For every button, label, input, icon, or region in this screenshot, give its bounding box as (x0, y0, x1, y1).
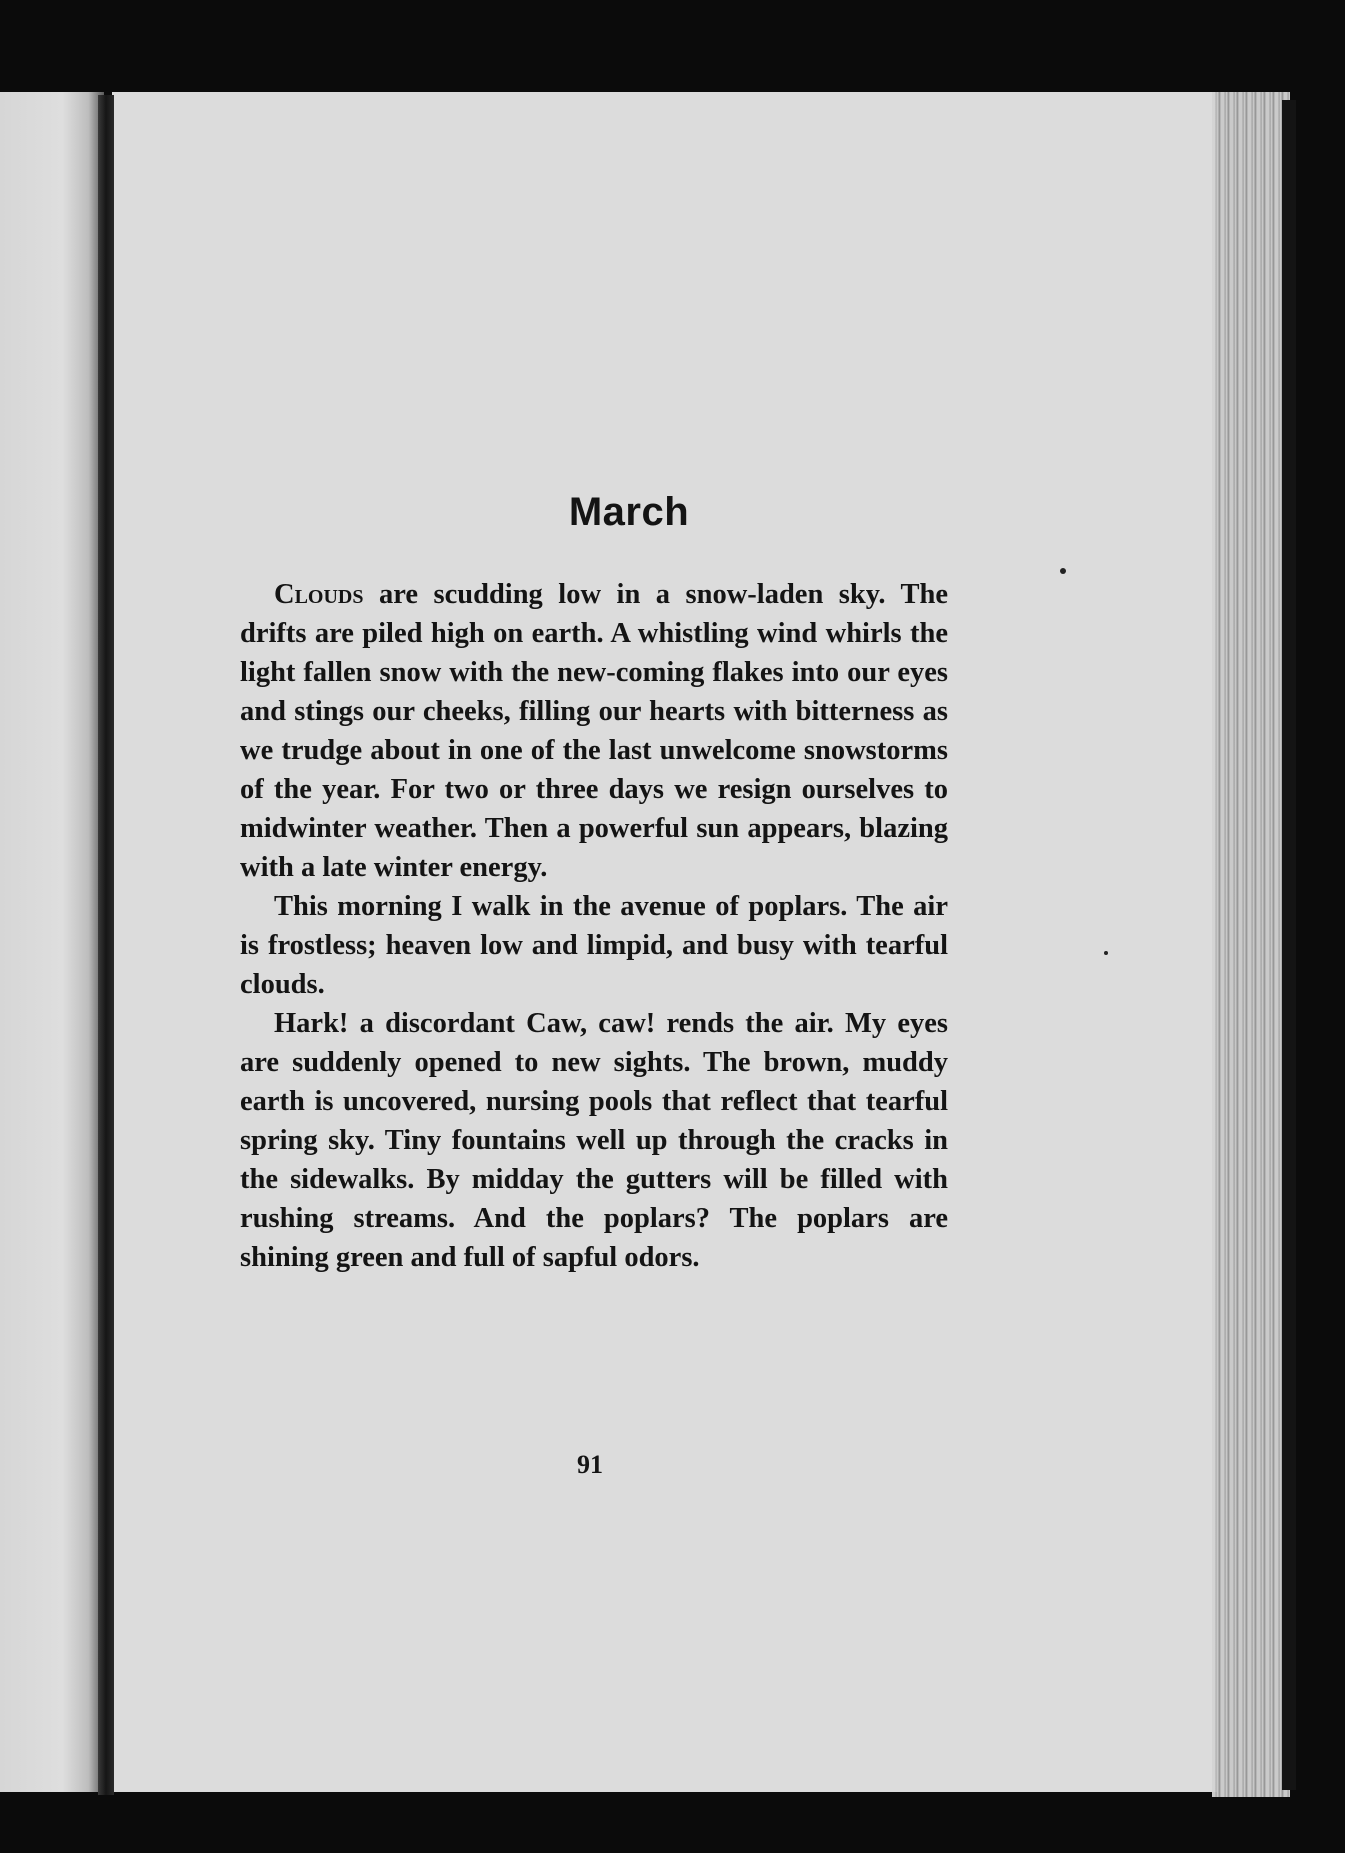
paragraph-1-text: are scudding low in a snow-laden sky. The drifts are piled high on earth. A whistling wind whirls the light fallen snow with the new-coming flakes into our eyes and stings our cheeks, filling our hearts with bitterness as we trudge about in one of the last unwelcome snowstorms of the year. For two or three days we resign ourselves to midwinter weather. Then a powerful sun appears, blazing with a late winter energy. (240, 579, 948, 883)
drop-word: Clouds (274, 579, 364, 610)
book-gutter (98, 95, 114, 1795)
page-block-shadow (1282, 100, 1296, 1790)
chapter-title: March (568, 490, 690, 534)
page-text (240, 490, 948, 1277)
scan-speck (1060, 568, 1066, 574)
scan-speck (1104, 951, 1108, 955)
page-number: 91 (577, 1450, 603, 1479)
left-page-edge (0, 92, 104, 1792)
page-block-edge (1212, 92, 1290, 1797)
paragraph-3: Hark! a discordant Caw, caw! rends the air. My eyes are suddenly opened to new sights. The brown, muddy earth is uncovered, nursing pools that reflect that tearful spring sky. Tiny fountains well up through the cracks in the sidewalks. By midday the gutters will be filled with rushing streams. And the poplars? The poplars are shining green and full of sapful odors. (240, 1008, 948, 1273)
paragraph-1 (240, 575, 948, 887)
paragraph-2: This morning I walk in the avenue of poplars. The air is frostless; heaven low and limpid, and busy with tearful clouds. (240, 891, 948, 1000)
